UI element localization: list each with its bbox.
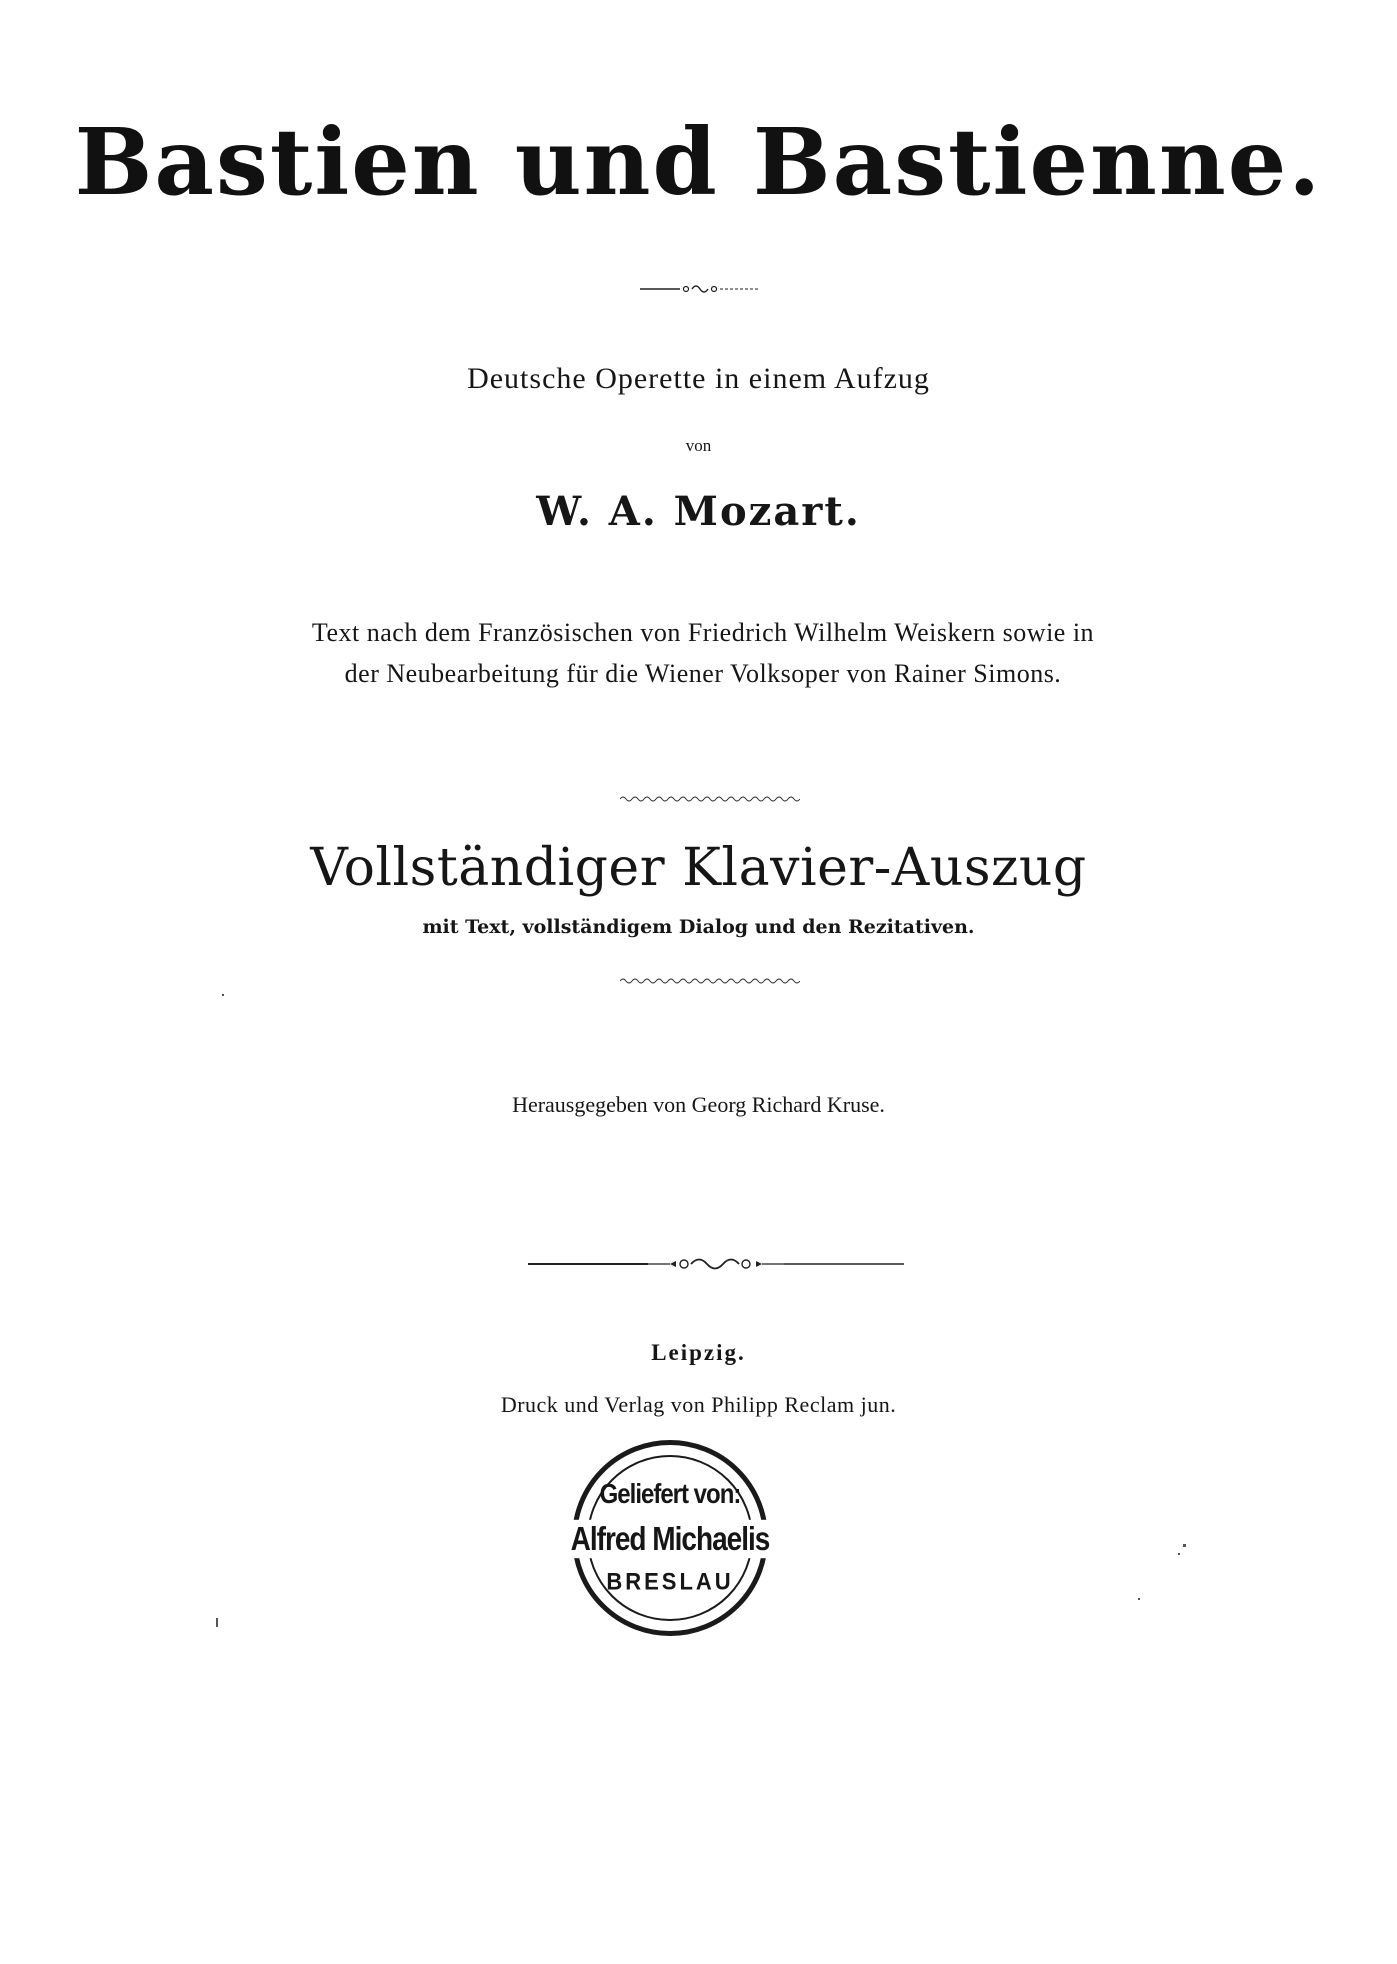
main-subheading: mit Text, vollständigem Dialog und den Rezitativen.	[422, 916, 975, 938]
by-label: von	[685, 436, 712, 455]
scan-speck	[222, 994, 224, 996]
scan-speck	[1178, 1553, 1180, 1555]
main-heading: Vollständiger Klavier-Auszug	[310, 838, 1087, 898]
scan-speck	[1138, 1598, 1140, 1600]
stamp-line-2: Alfred Michaelis	[570, 1519, 770, 1557]
libretto-note-line-2: der Neubearbeitung für die Wiener Volksoper von Rainer Simons.	[344, 659, 1062, 688]
publisher-line: Druck und Verlag von Philipp Reclam jun.	[500, 1392, 897, 1417]
stamp-inner-ring	[570, 1455, 770, 1621]
stamp-line-1: Geliefert von:	[599, 1478, 741, 1510]
libretto-note	[218, 612, 1188, 694]
page-title: Bastien und Bastienne.	[74, 108, 1323, 216]
scan-speck	[1183, 1544, 1186, 1547]
ornament-divider-bottom	[528, 1254, 904, 1274]
ornament-divider-top	[640, 282, 760, 296]
place-of-publication: Leipzig.	[651, 1340, 746, 1365]
bookseller-stamp	[572, 1440, 768, 1636]
subtitle: Deutsche Operette in einem Aufzug	[467, 362, 930, 395]
stamp-line-3: BRESLAU	[606, 1567, 734, 1596]
scan-speck	[216, 1618, 218, 1627]
wavy-rule-top	[620, 794, 800, 804]
editor-credit: Herausgegeben von Georg Richard Kruse.	[512, 1092, 885, 1117]
wavy-rule-bottom	[620, 976, 800, 986]
libretto-note-line-1: Text nach dem Französischen von Friedrich Wilhelm Weiskern sowie in	[311, 618, 1095, 647]
composer-name: W. A. Mozart.	[536, 488, 861, 535]
